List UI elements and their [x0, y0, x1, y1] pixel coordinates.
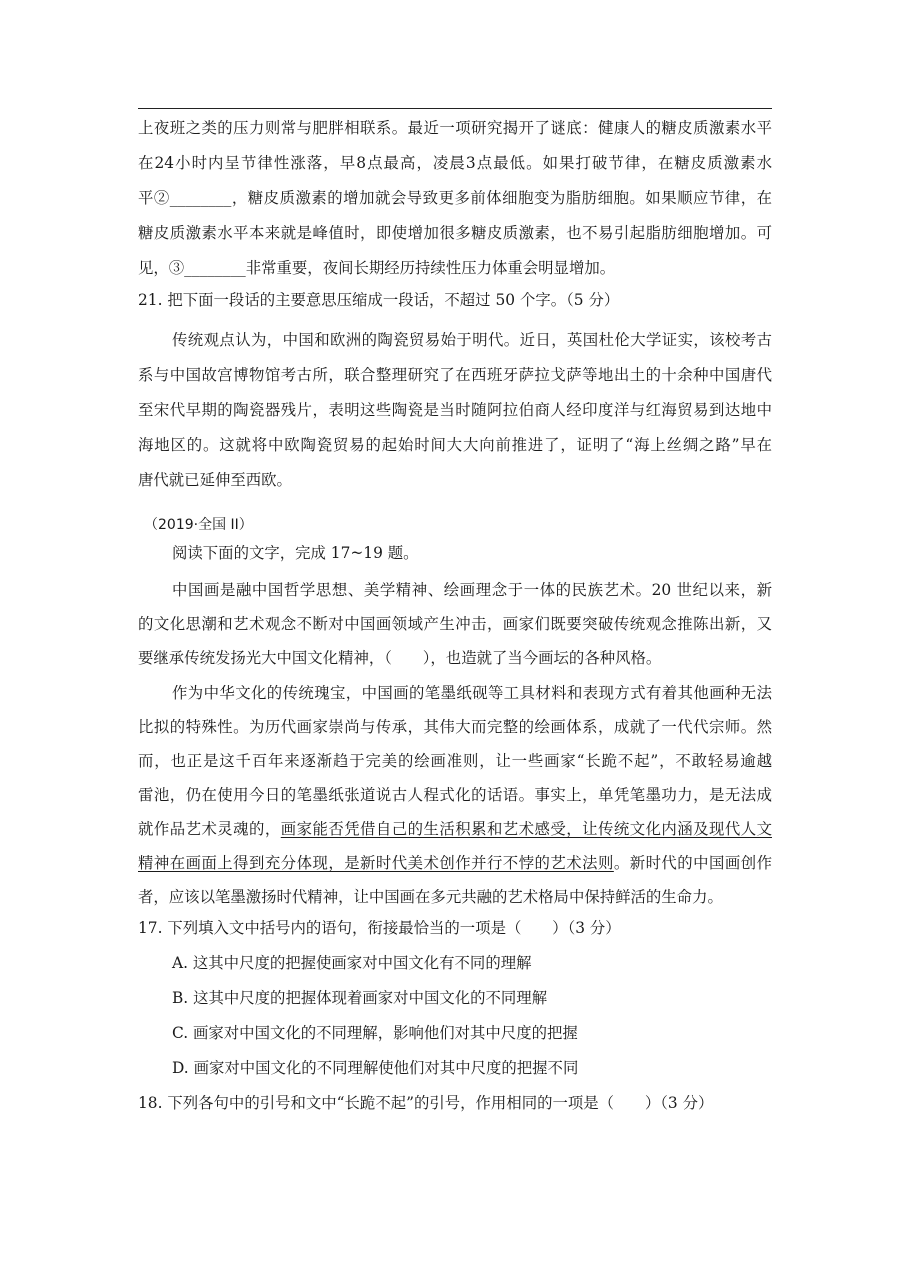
question-21-passage — [138, 330, 772, 491]
passage-line: 糖皮质激素水平本来就是峰值时，即使增加很多糖皮质激素，也不易引起脂肪细胞增加。可 — [138, 224, 772, 242]
passage-para2-line: 雷池，仍在使用今日的笔墨纸张道说古人程式化的话语。事实上，单凭笔墨功力，是无法成 — [138, 786, 772, 804]
question-17-options — [138, 953, 772, 1079]
question-18-prompt: 18. 下列各句中的引号和文中“长跪不起”的引号，作用相同的一项是（ ）（3 分） — [138, 1094, 714, 1112]
plain-text: 。新时代的中国画创作 — [613, 854, 772, 872]
document-body — [138, 112, 772, 1114]
q21-line: 系与中国故宫博物馆考古所，联合整理研究了在西班牙萨拉戈萨等地出土的十余种中国唐代 — [138, 366, 772, 384]
q21-line: 至宋代早期的陶瓷器残片，表明这些陶瓷是当时随阿拉伯商人经印度洋与红海贸易到达地中 — [138, 401, 772, 419]
underlined-sentence: 精神在画面上得到充分体现，是新时代美术创作并行不悖的艺术法则 — [138, 854, 614, 872]
passage-para2-line: 而，也正是这千百年来逐渐趋于完美的绘画准则，让一些画家“长跪不起”，不敢轻易逾越 — [138, 752, 772, 770]
q21-line: 唐代就已延伸至西欧。 — [138, 471, 292, 489]
question-17-prompt: 17. 下列填入文中括号内的语句，衔接最恰当的一项是（ ）（3 分） — [138, 919, 621, 937]
passage-line: 上夜班之类的压力则常与肥胖相联系。最近一项研究揭开了谜底：健康人的糖皮质激素水平 — [138, 119, 772, 137]
reading-passage — [138, 580, 772, 908]
passage-para2-line — [138, 853, 772, 874]
q21-line: 海地区的。这就将中欧陶瓷贸易的起始时间大大向前推进了，证明了“海上丝绸之路”早在 — [138, 436, 772, 454]
q21-line: 传统观点认为，中国和欧洲的陶瓷贸易始于明代。近日，英国杜伦大学证实，该校考古 — [172, 331, 772, 349]
passage-para1-line: 的文化思潮和艺术观念不断对中国画领域产生冲击，画家们既要突破传统观念推陈出新，又 — [138, 615, 772, 633]
option-b: B. 这其中尺度的把握体现着画家对中国文化的不同理解 — [172, 989, 548, 1007]
passage-para1-line: 中国画是融中国哲学思想、美学精神、绘画理念于一体的民族艺术。20 世纪以来，新 — [172, 581, 772, 599]
option-d: D. 画家对中国文化的不同理解使他们对其中尺度的把握不同 — [172, 1059, 579, 1077]
passage-line: 见，③________非常重要，夜间长期经历持续性压力体重会明显增加。 — [138, 259, 616, 277]
passage-line: 平②________，糖皮质激素的增加就会导致更多前体细胞变为脂肪细胞。如果顺应节律，在 — [138, 189, 772, 207]
instruction-text: 阅读下面的文字，完成 17~19 题。 — [172, 544, 419, 562]
underlined-sentence: 画家能否凭借自己的生活积累和艺术感受，让传统文化内涵及现代人文 — [280, 820, 772, 838]
passage-para2-line: 者，应该以笔墨激扬时代精神，让中国画在多元共融的艺术格局中保持鲜活的生命力。 — [138, 888, 723, 906]
question-21-prompt: 21. 把下面一段话的主要意思压缩成一段话，不超过 50 个字。（5 分） — [138, 291, 620, 309]
passage-para2-line: 作为中华文化的传统瑰宝，中国画的笔墨纸砚等工具材料和表现方式有着其他画种无法 — [172, 684, 772, 702]
option-a: A. 这其中尺度的把握使画家对中国文化有不同的理解 — [172, 954, 532, 972]
passage-para1-line: 要继承传统发扬光大中国文化精神，（ ），也造就了当今画坛的各种风格。 — [138, 649, 662, 667]
header-rule — [138, 108, 772, 109]
option-c: C. 画家对中国文化的不同理解，影响他们对其中尺度的把握 — [172, 1024, 578, 1042]
passage-line: 在24小时内呈节律性涨落，早8点最高，凌晨3点最低。如果打破节律，在糖皮质激素水 — [138, 154, 772, 172]
passage-para2-line — [138, 819, 772, 840]
passage-continuation — [138, 118, 772, 279]
plain-text: 就作品艺术灵魂的， — [138, 820, 281, 838]
source-label: （2019·全国 II） — [144, 517, 253, 533]
passage-para2-line: 比拟的特殊性。为历代画家崇尚与传承，其伟大而完整的绘画体系，成就了一代代宗师。然 — [138, 718, 772, 736]
